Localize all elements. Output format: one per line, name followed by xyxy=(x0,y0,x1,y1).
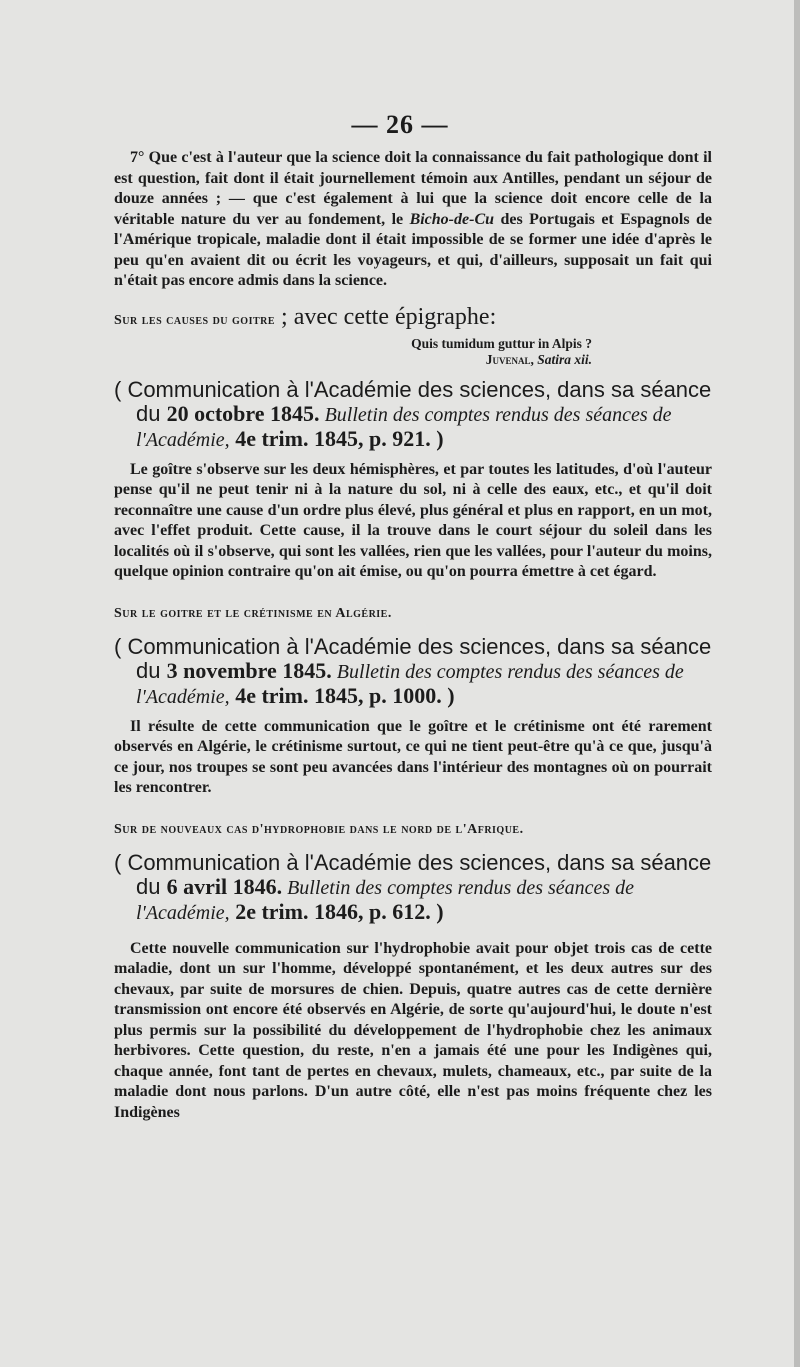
communication-reference-2 xyxy=(114,635,712,709)
communication-reference-3 xyxy=(114,851,712,925)
section-heading-algerie xyxy=(114,603,712,625)
page-number: — 26 — xyxy=(351,110,449,139)
section-body-algerie: Il résulte de cette communication que le goître et le crétinisme ont été rarement observés en Algérie, le crétinisme surtout, ce qui ne tient peut-être qu'à ce que, jusqu'à ce jour, nos troupes se sont peu avancées dans l'intérieur des montagnes où on pourrait les rencontrer. xyxy=(114,717,712,796)
communication-1-date: 20 octobre 1845. xyxy=(166,400,320,426)
section-heading-goitre-title: Sur les causes du goitre xyxy=(114,312,276,328)
paragraph-7-text: 7° Que c'est à l'auteur que la science doit la connaissance du fait pathologique dont il est question, fait dont il était journellement témoin aux Antilles, pendant un séjour de douze années ; — que c'est également à lui que la science doit encore celle de la véritable nature du ver au fondement, le xyxy=(114,149,712,228)
communication-1-bulletin: Bulletin des comptes rendus des séances de l'Académie, xyxy=(136,403,672,451)
communication-3-page-ref: 2e trim. 1846, p. 612. ) xyxy=(229,898,444,924)
communication-3-bulletin: Bulletin des comptes rendus des séances de l'Académie, xyxy=(136,876,635,924)
page-edge-shadow xyxy=(794,0,800,1367)
section-heading-algerie-title: Sur le goitre et le crétinisme en Algérie. xyxy=(114,605,392,621)
communication-reference-1 xyxy=(114,378,712,452)
communication-2-page-ref: 4e trim. 1845, p. 1000. ) xyxy=(229,682,455,708)
communication-1-text: ( Communication à l'Académie des sciences, dans sa séance du xyxy=(114,376,712,426)
communication-2-text: ( Communication à l'Académie des sciences, dans sa séance du xyxy=(114,633,712,683)
section-body-goitre: Le goître s'observe sur les deux hémisphères, et par toutes les latitudes, d'où l'auteur pense qu'il ne peut tenir ni à la nature du sol, ni à celle des eaux, etc., et qu'il doit reconnaître une cause d'un ordre plus élevé, plus général et plus en rapport, en un mot, avec l'effet produit. Cette cause, il la trouve dans le court séjour du soleil dans les localités où il s'observe, qui sont les vallées, rien que les vallées, pour l'auteur du moins, quelque opinion contraire qu'on ait émise, ou qu'on pourra émettre à cet égard. xyxy=(114,460,712,580)
epigraph xyxy=(114,336,712,368)
section-heading-goitre-epigraph-intro: ; avec cette épigraphe: xyxy=(275,303,497,330)
communication-2-bulletin: Bulletin des comptes rendus des séances de l'Académie, xyxy=(136,660,684,708)
section-heading-hydrophobie xyxy=(114,819,712,841)
epigraph-quote: Quis tumidum guttur in Alpis ? xyxy=(411,335,592,351)
communication-2-date: 3 novembre 1845. xyxy=(166,657,332,683)
paragraph-7-italic-term: Bicho-de-Cu xyxy=(409,210,495,228)
communication-3-text: ( Communication à l'Académie des sciences, dans sa séance du xyxy=(114,849,712,899)
section-body-hydrophobie: Cette nouvelle communication sur l'hydrophobie avait pour objet trois cas de cette maladie, dont un sur l'homme, développé spontanément, et les deux autres sur des chevaux, par suite de morsures de chien. Depuis, quatre autres cas de cette dernière transmission ont encore été observés en Algérie, de sorte qu'aujourd'hui, le doute n'est plus permis sur la possibilité du développement de l'hydrophobie chez les animaux herbivores. Cette question, du reste, n'en a jamais été une pour les Indigènes qui, chaque année, font tant de pertes en chevaux, mulets, chameaux, etc., par suite de la maladie dont nous parlons. D'un autre côté, elle n'est pas moins fréquente chez les Indigènes xyxy=(114,939,712,1121)
paragraph-7 xyxy=(114,148,712,292)
communication-3-date: 6 avril 1846. xyxy=(166,873,283,899)
communication-1-page-ref: 4e trim. 1845, p. 921. ) xyxy=(229,425,444,451)
epigraph-author: Juvenal, xyxy=(485,351,534,367)
paragraph-7-text-end: des Portugais et Espagnols de l'Amérique tropicale, maladie dont il était impossible de se former une idée d'après le peu qu'en avaient dit ou écrit les voyageurs, et qui, d'ailleurs, supposait un fait qui n'était pas encore admis dans la science. xyxy=(114,210,712,289)
section-heading-goitre xyxy=(114,303,712,332)
text-column xyxy=(114,148,712,1123)
section-heading-hydrophobie-title: Sur de nouveaux cas d'hydrophobie dans le nord de l'Afrique. xyxy=(114,821,524,837)
epigraph-work: Satira xii. xyxy=(537,351,592,367)
